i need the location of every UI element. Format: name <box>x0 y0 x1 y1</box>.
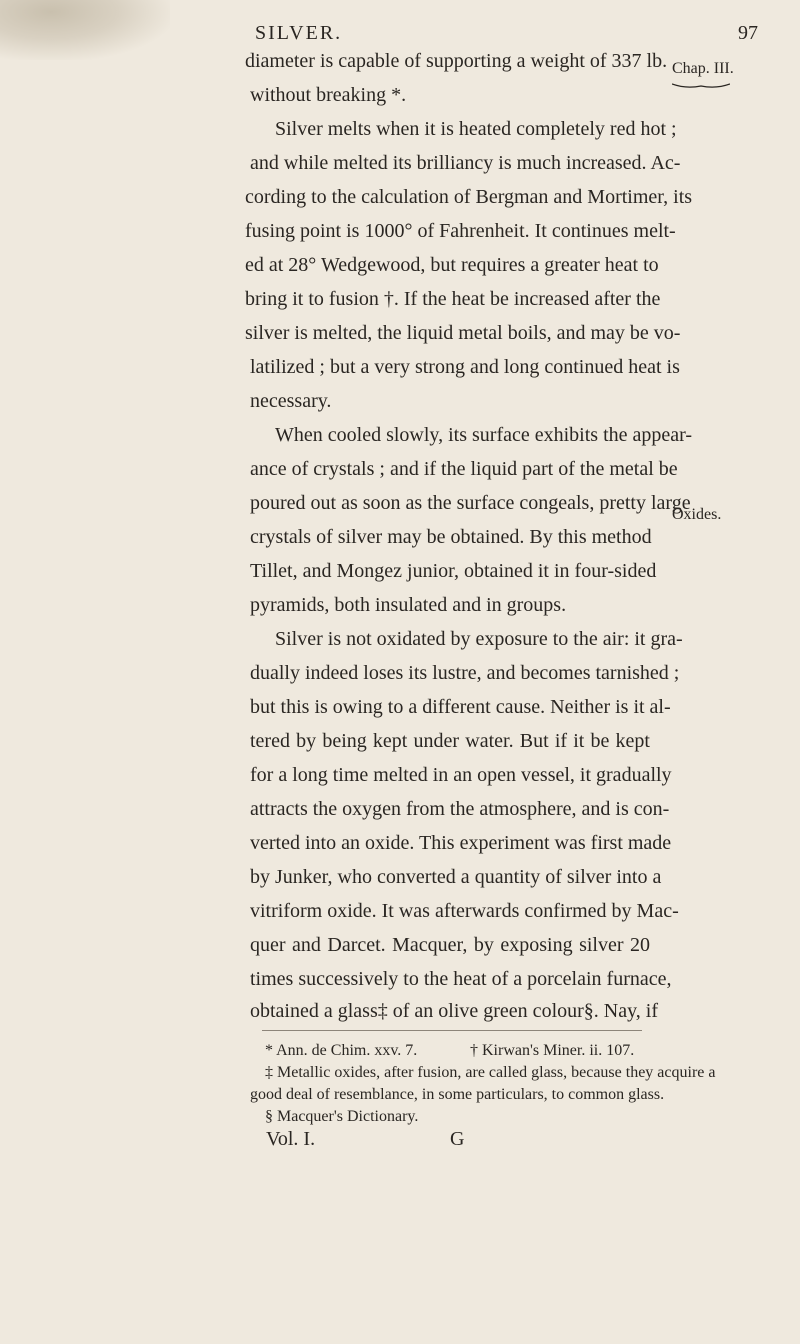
footnote-ddagger-line2: good deal of resemblance, in some particulars, to common glass. <box>250 1086 665 1103</box>
text-line: necessary. <box>250 390 332 412</box>
text-line: verted into an oxide. This experiment was first made <box>250 832 672 854</box>
text-line: dually indeed loses its lustre, and becomes tarnished ; <box>250 662 680 684</box>
text-line: Tillet, and Mongez junior, obtained it in four-sided <box>250 560 657 582</box>
margin-note-oxides: Oxides. <box>672 506 722 523</box>
text-line: cording to the calculation of Bergman and Mortimer, its <box>245 186 693 208</box>
text-line: without breaking *. <box>250 84 407 106</box>
text-line: tered by being kept under water. But if it be kept <box>250 730 650 752</box>
text-line: poured out as soon as the surface congeals, pretty large <box>250 492 691 514</box>
text-line: and while melted its brilliancy is much increased. Ac- <box>250 152 681 174</box>
footnote-section: § Macquer's Dictionary. <box>265 1108 419 1125</box>
text-line: fusing point is 1000° of Fahrenheit. It continues melt- <box>245 220 676 242</box>
text-line: attracts the oxygen from the atmosphere, and is con- <box>250 798 670 820</box>
running-title: SILVER. <box>255 22 343 44</box>
text-line: Silver is not oxidated by exposure to the air: it gra- <box>275 628 683 650</box>
text-line: but this is owing to a different cause. Neither is it al- <box>250 696 671 718</box>
text-line: latilized ; but a very strong and long continued heat is <box>250 356 680 378</box>
text-line: diameter is capable of supporting a weight of 337 lb. <box>245 50 668 72</box>
text-line: by Junker, who converted a quantity of silver into a <box>250 866 662 888</box>
text-line: vitriform oxide. It was afterwards confirmed by Mac- <box>250 900 679 922</box>
text-line: Silver melts when it is heated completely red hot ; <box>275 118 677 140</box>
text-line: When cooled slowly, its surface exhibits the appear- <box>275 424 693 446</box>
text-line: pyramids, both insulated and in groups. <box>250 594 567 616</box>
text-line: bring it to fusion †. If the heat be increased after the <box>245 288 661 310</box>
footnote-ddagger-line1: ‡ Metallic oxides, after fusion, are called glass, because they acquire a <box>265 1064 716 1081</box>
text-line: times successively to the heat of a porcelain furnace, <box>250 968 672 990</box>
signature-mark: G <box>450 1128 465 1150</box>
signature-volume: Vol. I. <box>266 1128 316 1150</box>
text-line: ance of crystals ; and if the liquid part of the metal be <box>250 458 678 480</box>
text-line: silver is melted, the liquid metal boils, and may be vo- <box>245 322 681 344</box>
margin-note-chapter: Chap. III. <box>672 60 734 77</box>
text-line: quer and Darcet. Macquer, by exposing silver 20 <box>250 934 650 956</box>
text-line: obtained a glass‡ of an olive green colour§. Nay, if <box>250 1000 659 1022</box>
footnote-dagger: † Kirwan's Miner. ii. 107. <box>470 1042 635 1059</box>
footnote-rule <box>262 1030 642 1031</box>
footnote-star: * Ann. de Chim. xxv. 7. <box>265 1042 418 1059</box>
text-line: for a long time melted in an open vessel, it gradually <box>250 764 672 786</box>
text-line: crystals of silver may be obtained. By this method <box>250 526 652 548</box>
chapter-brace-icon <box>672 82 730 90</box>
page-number: 97 <box>738 22 758 44</box>
text-line: ed at 28° Wedgewood, but requires a greater heat to <box>245 254 659 276</box>
